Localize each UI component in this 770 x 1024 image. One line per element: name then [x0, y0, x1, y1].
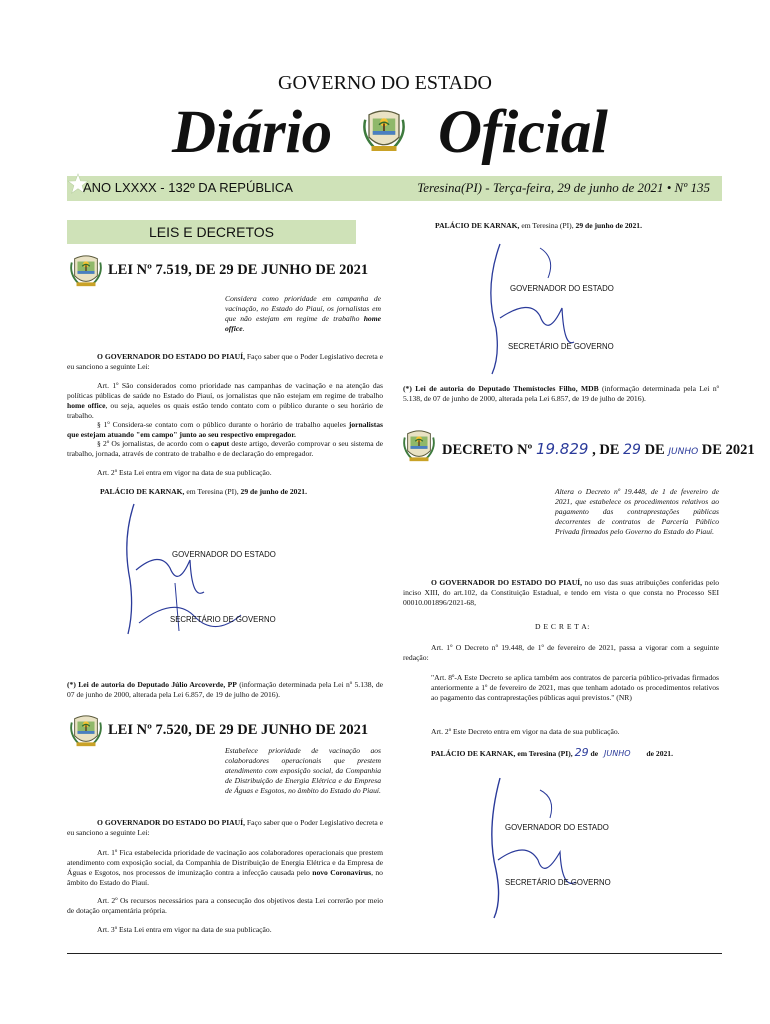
governor-title: GOVERNADOR DO ESTADO: [505, 823, 609, 832]
decree-number-handwritten: 19.829: [535, 440, 589, 458]
masthead: [0, 98, 770, 168]
decree-month-handwritten: JUNHO: [668, 447, 699, 457]
governor-title: GOVERNADOR DO ESTADO: [510, 284, 614, 293]
law2-article-3: Art. 3º Esta Lei entra em vigor na data de sua publicação.: [97, 925, 272, 934]
section-title: LEIS E DECRETOS: [67, 220, 356, 244]
issue-info: ANO LXXXX - 132º DA REPÚBLICA: [83, 180, 293, 195]
law1-summary: Considera como prioridade em campanha de vacinação, no Estado do Piauí, os jornalistas em que não estejam em regime de trabalho home office.: [225, 294, 381, 333]
law2-summary: Estabelece prioridade de vacinação aos colaboradores operacionais que prestem atendimento com exposição social, da Companhia de Distribuição de Energia Elétrica e da Empresa de Águas e Esgotos, no âmbito do Estado do Piauí.: [225, 746, 381, 795]
decree-summary: Altera o Decreto nº 19.448, de 1 de fevereiro de 2021, que estabelece os procedimentos relativos ao pagamento das contraprestações públicas decorrentes de contratos de Parcería Público Privada firmados pelo Governo do Estado do Piauí.: [555, 487, 719, 536]
signing-day-handwritten: 29: [574, 746, 589, 759]
law1-paragraph-2: § 2º Os jornalistas, de acordo com o caput deste artigo, deverão comprovar o seu sistema de trabalho, jornada, através de contrato de trabalho e de declaração do empregador.: [67, 439, 383, 459]
decree-signing-place: PALÁCIO DE KARNAK, em Teresina (PI), 29 de JUNHO de 2021.: [431, 746, 673, 759]
law2-preamble: O GOVERNADOR DO ESTADO DO PIAUÍ, Faço saber que o Poder Legislativo decreta e eu sanciono a seguinte Lei:: [67, 818, 384, 838]
law1-article-2: Art. 2º Esta Lei entra em vigor na data de sua publicação.: [97, 468, 272, 477]
governor-title: GOVERNADOR DO ESTADO: [172, 550, 276, 559]
law2-heading: LEI Nº 7.520, DE 29 DE JUNHO DE 2021: [108, 722, 369, 738]
right-footnote: (*) Lei de autoria do Deputado Themístocles Filho, MDB (informação determinada pela Lei nº 5.138, de 07 de junho de 2000, alterada pela Lei 6.857, de 19 de julho de 2016).: [403, 384, 719, 404]
law2-article-1: Art. 1º Fica estabelecida prioridade de vacinação aos colaboradores operacionais que prestem atendimento com exposição social, da Companhia de Distribuição de Energia Elétrica e da Empresa de Águas e Esgotos, nos processos de imunização contra a infecção causada pelo novo Coronavírus, no âmbito do Estado do Piauí.: [67, 848, 383, 888]
decree-day-handwritten: 29: [623, 442, 641, 458]
governor-signature: [470, 238, 580, 378]
page-bottom-rule: [67, 953, 722, 954]
masthead-title-right: Oficial: [438, 99, 608, 166]
issue-date: Teresina(PI) - Terça-feira, 29 de junho de 2021 • Nº 135: [417, 180, 710, 195]
law1-footnote: (*) Lei de autoria do Deputado Júlio Arcoverde, PP (informação determinada pela Lei nº 5.138, de 07 de junho de 2000, alterada pela Lei 6.857, de 19 de julho de 2016).: [67, 680, 384, 700]
decree-heading: DECRETO Nº 19.829 , DE 29 DE JUNHO DE 2021: [442, 440, 755, 458]
state-coat-of-arms-icon: [70, 253, 102, 289]
decree-preamble: O GOVERNADOR DO ESTADO DO PIAUÍ, no uso das suas atribuições conferidas pelo inciso XIII, do art.102, da Constituição Estadual, e tendo em vista o que consta no Processo SEI 00010.001896/2021-68,: [403, 578, 719, 608]
decree-article-1: Art. 1º O Decreto nº 19.448, de 1º de fevereiro de 2021, passa a vigorar com a seguinte redação:: [403, 643, 719, 663]
law1-paragraph-1: § 1º Considera-se contato com o público durante o horário de trabalho aqueles jornalistas que estejam atuando "em campo" junto ao seu respectivo empregador.: [67, 420, 383, 440]
state-coat-of-arms-icon: [403, 428, 435, 464]
governor-signature: [480, 770, 590, 920]
masthead-title-left: Diário: [172, 99, 332, 166]
law1-preamble: O GOVERNADOR DO ESTADO DO PIAUÍ, Faço saber que o Poder Legislativo decreta e eu sanciono a seguinte Lei:: [67, 352, 384, 372]
law2-article-2: Art. 2º Os recursos necessários para a consecução dos objetivos desta Lei correrão por meio de dotação orçamentária própria.: [67, 896, 383, 916]
state-coat-of-arms-icon: [70, 713, 102, 749]
secretary-title: SECRETÁRIO DE GOVERNO: [170, 615, 276, 624]
secretary-signature: [135, 575, 245, 645]
right-signing-place: PALÁCIO DE KARNAK, em Teresina (PI), 29 de junho de 2021.: [435, 221, 642, 230]
decree-article-2: Art. 2º Este Decreto entra em vigor na data de sua publicação.: [431, 727, 620, 736]
decree-quoted-article: "Art. 8º-A Este Decreto se aplica também aos contratos de parceria público-privadas firmados anteriormente a 1º de fevereiro de 2021, mas que tenham adotado os procedimentos relativos ao pagamento das contraprestações públicas aqui previstos." (NR): [431, 673, 719, 703]
law1-article-1: Art. 1º São considerados como prioridade nas campanhas de vacinação e na atenção das políticas públicas de saúde no Estado do Piauí, os jornalistas que não estejam em regime de trabalho home office, ou seja, aqueles os quais estão tendo contato com o público durante o seu horário de trabalho.: [67, 381, 383, 421]
law1-heading: LEI Nº 7.519, DE 29 DE JUNHO DE 2021: [108, 262, 369, 278]
government-heading: GOVERNO DO ESTADO: [278, 72, 492, 94]
decree-decreta: D E C R E T A:: [535, 622, 590, 631]
secretary-title: SECRETÁRIO DE GOVERNO: [508, 342, 614, 351]
secretary-title: SECRETÁRIO DE GOVERNO: [505, 878, 611, 887]
state-coat-of-arms-icon: [364, 106, 404, 156]
signing-month-handwritten: JUNHO: [604, 749, 631, 758]
law1-signing-place: PALÁCIO DE KARNAK, em Teresina (PI), 29 de junho de 2021.: [100, 487, 307, 496]
issue-band: [67, 176, 722, 201]
